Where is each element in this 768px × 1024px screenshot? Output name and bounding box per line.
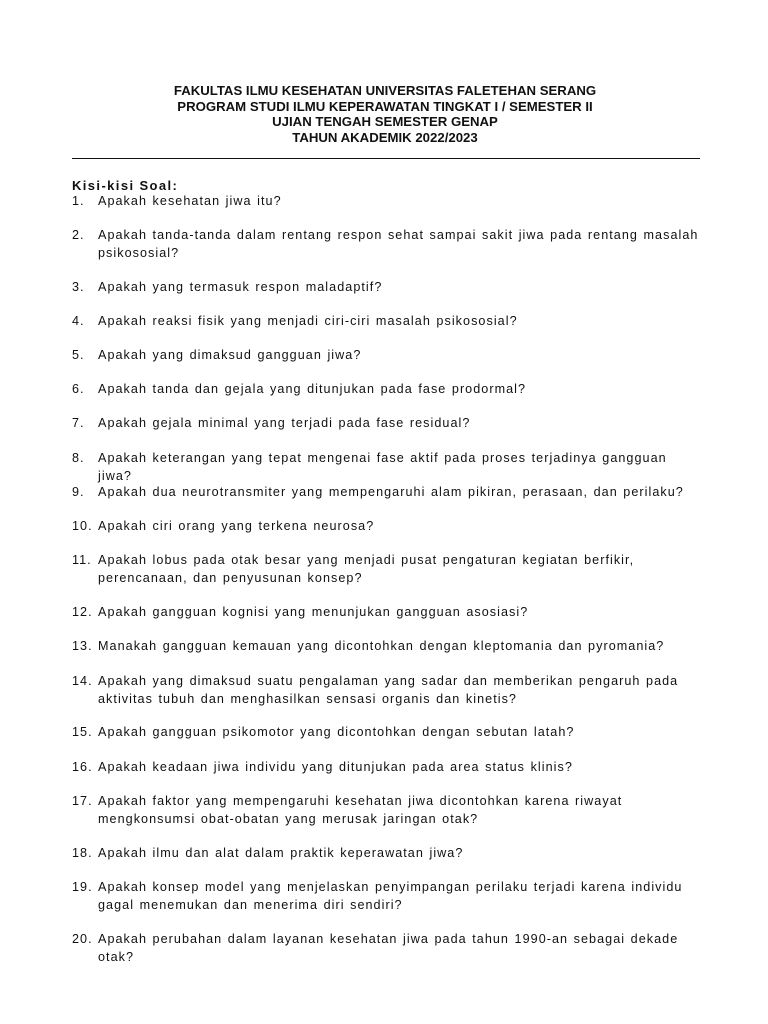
question-item (72, 415, 702, 433)
question-item (72, 724, 702, 742)
question-item (72, 518, 702, 536)
header-program: PROGRAM STUDI ILMU KEPERAWATAN TINGKAT I / SEMESTER II (177, 98, 593, 114)
question-number: 18. (72, 846, 93, 860)
question-item (72, 347, 702, 365)
question-text: Apakah yang termasuk respon maladaptif? (98, 280, 383, 294)
question-number: 19. (72, 880, 93, 894)
question-text: Apakah gangguan psikomotor yang dicontohkan dengan sebutan latah? (98, 725, 575, 739)
question-number: 11. (72, 553, 92, 567)
header-year: TAHUN AKADEMIK 2022/2023 (292, 129, 478, 145)
question-item (72, 931, 702, 966)
question-item (72, 879, 702, 914)
question-text: Apakah perubahan dalam layanan kesehatan jiwa pada tahun 1990-an sebagai dekade otak? (98, 932, 679, 964)
question-text: Apakah faktor yang mempengaruhi kesehatan jiwa dicontohkan karena riwayat mengkonsumsi obat-obatan yang merusak jaringan otak? (98, 794, 623, 826)
question-text: Apakah keterangan yang tepat mengenai fase aktif pada proses terjadinya gangguan jiwa? (98, 451, 667, 483)
question-number: 15. (72, 725, 93, 739)
question-text: Apakah konsep model yang menjelaskan penyimpangan perilaku terjadi karena individu gagal menemukan dan menerima diri sendiri? (98, 880, 683, 912)
question-text: Apakah yang dimaksud gangguan jiwa? (98, 348, 362, 362)
question-number: 17. (72, 794, 93, 808)
question-text: Manakah gangguan kemauan yang dicontohkan dengan kleptomania dan pyromania? (98, 639, 665, 653)
question-item (72, 484, 702, 502)
question-number: 14. (72, 674, 93, 688)
question-item (72, 673, 702, 708)
question-number: 3. (72, 280, 85, 294)
header-divider (72, 158, 700, 159)
question-text: Apakah keadaan jiwa individu yang ditunjukan pada area status klinis? (98, 760, 573, 774)
question-item (72, 793, 702, 828)
header-exam: UJIAN TENGAH SEMESTER GENAP (272, 114, 498, 129)
question-item (72, 313, 702, 331)
question-item (72, 381, 702, 399)
question-number: 7. (72, 416, 85, 430)
question-text: Apakah yang dimaksud suatu pengalaman yang sadar dan memberikan pengaruh pada aktivitas tubuh dan menghasilkan sensasi organis dan kinetis? (98, 674, 679, 706)
question-number: 1. (72, 194, 85, 208)
question-item (72, 604, 702, 622)
question-number: 9. (72, 485, 85, 499)
question-item (72, 552, 702, 587)
question-text: Apakah ciri orang yang terkena neurosa? (98, 519, 375, 533)
question-item (72, 759, 702, 777)
question-item (72, 638, 702, 656)
question-number: 6. (72, 382, 85, 396)
question-number: 5. (72, 348, 85, 362)
question-text: Apakah gangguan kognisi yang menunjukan gangguan asosiasi? (98, 605, 529, 619)
question-number: 8. (72, 451, 85, 465)
question-item (72, 450, 702, 485)
question-number: 4. (72, 314, 85, 328)
section-title: Kisi-kisi Soal: (72, 178, 179, 193)
header-faculty: FAKULTAS ILMU KESEHATAN UNIVERSITAS FALETEHAN SERANG (173, 83, 597, 98)
question-item (72, 193, 702, 211)
question-number: 2. (72, 228, 85, 242)
question-item (72, 845, 702, 863)
question-text: Apakah tanda dan gejala yang ditunjukan pada fase prodormal? (98, 382, 527, 396)
question-item (72, 227, 702, 262)
question-text: Apakah kesehatan jiwa itu? (98, 194, 282, 208)
question-number: 10. (72, 519, 93, 533)
question-number: 20. (72, 932, 93, 946)
question-text: Apakah tanda-tanda dalam rentang respon sehat sampai sakit jiwa pada rentang masalah psikososial? (98, 228, 699, 260)
question-number: 12. (72, 605, 93, 619)
question-number: 13. (72, 639, 93, 653)
question-text: Apakah dua neurotransmiter yang mempengaruhi alam pikiran, perasaan, dan perilaku? (98, 485, 684, 499)
question-text: Apakah gejala minimal yang terjadi pada fase residual? (98, 416, 471, 430)
question-text: Apakah ilmu dan alat dalam praktik keperawatan jiwa? (98, 846, 464, 860)
question-item (72, 279, 702, 297)
question-number: 16. (72, 760, 93, 774)
question-text: Apakah reaksi fisik yang menjadi ciri-ciri masalah psikososial? (98, 314, 518, 328)
question-text: Apakah lobus pada otak besar yang menjadi pusat pengaturan kegiatan berfikir, perencanaan, dan penyusunan konsep? (98, 553, 635, 585)
document-header (72, 83, 698, 145)
